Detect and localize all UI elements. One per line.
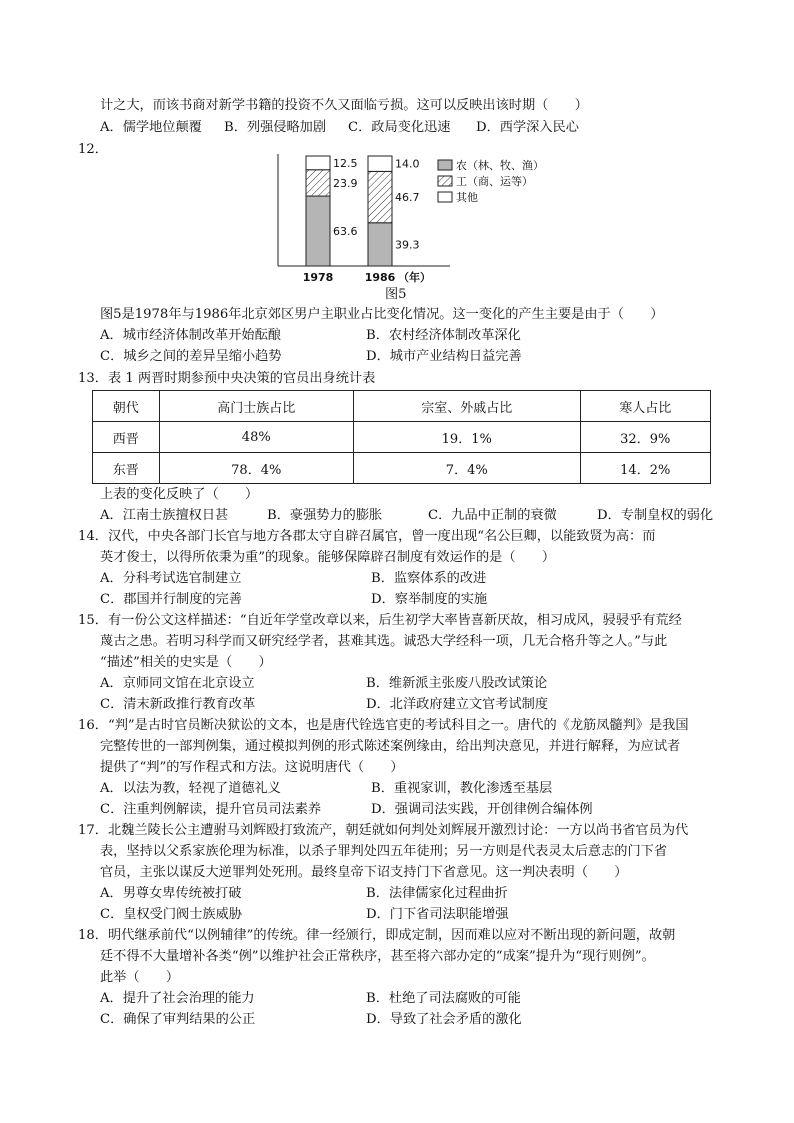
q13-option-d[interactable]: D．专制皇权的弱化 xyxy=(597,508,714,523)
q17-option-a[interactable]: A．男尊女卑传统被打破 xyxy=(100,886,242,901)
figure-caption: 图5 xyxy=(385,287,407,302)
q13-question: 上表的变化反映了（ ） xyxy=(100,487,259,502)
q16-option-a[interactable]: A．以法为教，轻视了道德礼义 xyxy=(100,781,281,796)
table-row xyxy=(93,422,711,453)
legend-label: 其他 xyxy=(456,191,478,204)
table-header-cell: 宗室、外戚占比 xyxy=(354,391,581,422)
x-tick-label: 1978 xyxy=(302,271,334,284)
q18-option-b[interactable]: B．杜绝了司法腐败的可能 xyxy=(366,991,521,1006)
q13-option-c[interactable]: C．九品中正制的衰微 xyxy=(428,508,557,523)
q15-option-d[interactable]: D．北洋政府建立文官考试制度 xyxy=(366,697,549,712)
q15-option-b[interactable]: B．维新派主张废八股改试策论 xyxy=(366,676,548,691)
q13-stem: 13．表 1 两晋时期参预中央决策的官员出身统计表 xyxy=(78,371,376,386)
q13-option-a[interactable]: A．江南士族擅权日甚 xyxy=(100,508,229,523)
bar-segment xyxy=(368,171,392,222)
table-cell: 西晋 xyxy=(93,422,160,453)
x-tick-label: 1986 xyxy=(364,271,396,284)
bar-segment xyxy=(306,156,330,170)
q11-option-d[interactable]: D．西学深入民心 xyxy=(476,120,579,135)
q13-option-b[interactable]: B．豪强势力的膨胀 xyxy=(267,508,383,523)
q14-option-a[interactable]: A．分科考试选官制建立 xyxy=(100,571,242,586)
data-label: 14.0 xyxy=(395,157,420,171)
q15-stem-line-1: 15．有一份公文这样描述：“自近年学堂改章以来，后生初学大率皆喜新厌故，相习成风，骎骎乎有荒经 xyxy=(78,613,682,628)
q17-option-c[interactable]: C．皇权受门阀士族威胁 xyxy=(100,907,242,922)
q17-option-d[interactable]: D．门下省司法职能增强 xyxy=(366,907,509,922)
q18-stem-line-3: 此举（ ） xyxy=(100,970,180,985)
q18-stem-line-1: 18．明代继承前代“以例辅律”的传统。律一经颁行，即成定制，因而难以应对不断出现的新问题，故朝 xyxy=(78,928,676,943)
q12-number: 12． xyxy=(78,142,108,157)
bar-segment xyxy=(368,156,392,171)
table-header-cell: 寒人占比 xyxy=(580,391,711,422)
table-cell: 19．1% xyxy=(354,422,581,453)
q16-stem-line-3: 提供了“判”的写作程式和方法。这说明唐代（ ） xyxy=(100,760,404,775)
legend-label: 工（商、运等） xyxy=(456,175,533,188)
data-label: 63.6 xyxy=(333,225,358,239)
q16-option-c[interactable]: C．注重判例解读，提升官员司法素养 xyxy=(100,802,322,817)
q16-stem-line-2: 完整传世的一部判例集，通过模拟判例的形式陈述案例缘由，给出判决意见，并进行解释，为应试者 xyxy=(100,739,681,754)
q16-option-d[interactable]: D．强调司法实践，开创律例合编体例 xyxy=(371,802,593,817)
table-row xyxy=(93,453,711,484)
q17-stem-line-2: 表，坚持以父系家族伦理为标准，以杀子罪判处四五年徒刑；另一方则是代表灵太后意志的门下省 xyxy=(100,844,668,859)
table-cell: 32．9% xyxy=(580,422,711,453)
q18-option-a[interactable]: A．提升了社会治理的能力 xyxy=(100,991,255,1006)
data-label: 23.9 xyxy=(333,176,358,190)
q14-option-c[interactable]: C．郡国并行制度的完善 xyxy=(100,592,242,607)
table-cell: 48% xyxy=(159,422,354,453)
q18-option-d[interactable]: D．导致了社会矛盾的激化 xyxy=(366,1012,522,1027)
q11-option-b[interactable]: B．列强侵略加剧 xyxy=(224,120,327,135)
table-header-cell: 朝代 xyxy=(93,391,160,422)
legend-swatch xyxy=(438,192,452,202)
q15-stem-line-2: 蔑古之患。若明习科学而又研究经学者，甚难其选。诚恐大学经科一项，几无合格升等之人。”与此 xyxy=(100,634,668,649)
q14-option-b[interactable]: B．监察体系的改进 xyxy=(371,571,487,586)
table-header-cell: 高门士族占比 xyxy=(159,391,354,422)
q16-stem-line-1: 16．“判”是古时官员断决狱讼的文本，也是唐代铨选官吏的考试科目之一。唐代的《龙筋凤髓判》是我国 xyxy=(78,718,689,733)
q15-stem-line-3: “描述”相关的史实是（ ） xyxy=(100,655,272,670)
x-axis-unit-label: （年） xyxy=(398,271,431,284)
table-cell: 7．4% xyxy=(354,453,581,484)
data-label: 12.5 xyxy=(333,156,358,170)
q18-option-c[interactable]: C．确保了审判结果的公正 xyxy=(100,1012,256,1027)
bar-segment xyxy=(368,223,392,266)
q11-stem-continuation: 计之大，而该书商对新学书籍的投资不久又面临亏损。这可以反映出该时期（ ） xyxy=(100,98,588,113)
officials-origin-table xyxy=(92,390,711,484)
table-cell: 14．2% xyxy=(580,453,711,484)
q11-option-a[interactable]: A．儒学地位颠覆 xyxy=(100,120,202,135)
q11-option-c[interactable]: C．政局变化迅速 xyxy=(348,120,451,135)
q17-stem-line-1: 17．北魏兰陵长公主遭驸马刘辉殴打致流产，朝廷就如何判处刘辉展开激烈讨论：一方以尚书省官员为代 xyxy=(78,823,689,838)
q12-option-a[interactable]: A．城市经济体制改革开始酝酿 xyxy=(100,328,281,343)
data-label: 39.3 xyxy=(395,238,420,252)
occupation-stacked-bar-chart xyxy=(270,152,560,287)
q12-option-b[interactable]: B．农村经济体制改革深化 xyxy=(366,328,521,343)
q15-option-a[interactable]: A．京师同文馆在北京设立 xyxy=(100,676,255,691)
bar-segment xyxy=(306,196,330,266)
q12-option-c[interactable]: C．城乡之间的差异呈缩小趋势 xyxy=(100,349,282,364)
bar-segment xyxy=(306,170,330,196)
q15-option-c[interactable]: C．清末新政推行教育改革 xyxy=(100,697,256,712)
q16-option-b[interactable]: B．重视家训，教化渗透至基层 xyxy=(371,781,553,796)
q17-option-b[interactable]: B．法律儒家化过程曲折 xyxy=(366,886,508,901)
table-header-row xyxy=(93,391,711,422)
q14-option-d[interactable]: D．察举制度的实施 xyxy=(371,592,488,607)
legend-swatch xyxy=(438,176,452,186)
q14-stem-line-2: 英才俊士，以得所依秉为重”的现象。能够保障辟召制度有效运作的是（ ） xyxy=(100,550,556,565)
table-cell: 78．4% xyxy=(159,453,354,484)
table-cell: 东晋 xyxy=(93,453,160,484)
q17-stem-line-3: 官员，主张以谋反大逆罪判处死刑。最终皇帝下诏支持门下省意见。这一判决表明（ ） xyxy=(100,865,628,880)
data-label: 46.7 xyxy=(395,191,420,205)
q12-option-d[interactable]: D．城市产业结构日益完善 xyxy=(366,349,522,364)
q18-stem-line-2: 廷不得不大量增补各类“例”以维护社会正常秩序，甚至将六部办定的“成案”提升为“现行则例”。 xyxy=(100,949,655,964)
q14-stem-line-1: 14．汉代，中央各部门长官与地方各郡太守自辟召属官，曾一度出现“名公巨卿，以能致贤为高：而 xyxy=(78,529,656,544)
q12-stem: 图5是1978年与1986年北京郊区男户主职业占比变化情况。这一变化的产生主要是由于（ ） xyxy=(100,307,664,322)
legend-label: 农（林、牧、渔） xyxy=(456,159,544,172)
legend-swatch xyxy=(438,160,452,170)
